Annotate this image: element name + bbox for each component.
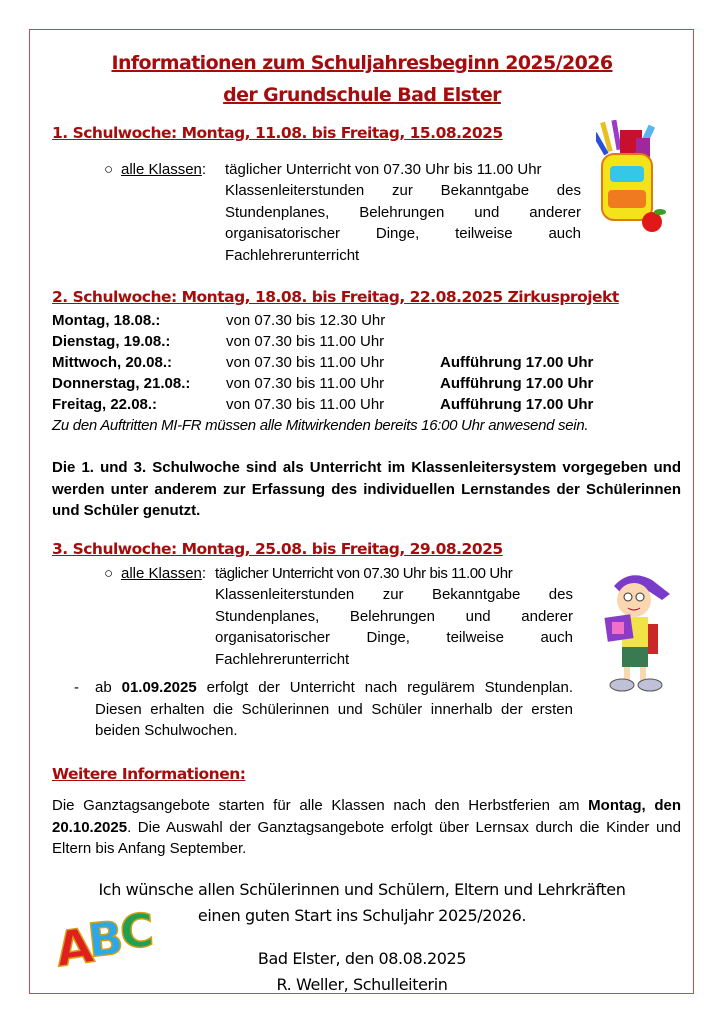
schedule-time: von 07.30 bis 11.00 Uhr <box>226 333 385 350</box>
schedule-row <box>52 354 692 375</box>
week3-line1: täglicher Unterricht von 07.30 Uhr bis 11.00 Uhr <box>215 565 513 582</box>
week1-label: alle Klassen <box>121 161 202 178</box>
schedule-row <box>52 396 692 417</box>
week3-body: Klassenleiterstunden zur Bekanntgabe des Stundenplanes, Belehrungen und anderer organisatorischer Dinge, teilweise auch Fachlehrerunterricht <box>215 586 573 668</box>
abc-illustration <box>52 902 166 979</box>
further-date: Montag, den 20.10.2025 <box>52 797 681 836</box>
schedule-day: Donnerstag, 21.08.: <box>52 375 191 392</box>
further-pre: Die Ganztagsangebote starten für alle Klassen nach den Herbstferien am <box>52 797 589 814</box>
closing-signature: R. Weller, Schulleiterin <box>276 975 448 994</box>
closing-line-2: einen guten Start ins Schuljahr 2025/2026. <box>197 906 527 925</box>
backpack-pocket <box>610 166 644 182</box>
apple-leaf <box>654 209 666 215</box>
backpack-body <box>602 154 652 220</box>
week2-note: Zu den Auftritten MI-FR müssen alle Mitwirkenden bereits 16:00 Uhr anwesend sein. <box>52 417 589 434</box>
week1-bullet: ○ <box>104 161 114 178</box>
schedule-time: von 07.30 bis 11.00 Uhr <box>226 396 385 413</box>
title-line-2: der Grundschule Bad Elster <box>223 84 501 106</box>
schedule-row <box>52 375 692 396</box>
further-paragraph <box>52 795 681 860</box>
week3-label: alle Klassen <box>121 565 202 582</box>
schedule-row <box>52 333 692 354</box>
week2-heading: 2. Schulwoche: Montag, 18.08. bis Freitag, 22.08.2025 Zirkusprojekt <box>52 288 619 306</box>
schedule-day: Freitag, 22.08.: <box>52 396 158 413</box>
schedule-time: von 07.30 bis 11.00 Uhr <box>226 375 385 392</box>
week3-heading: 3. Schulwoche: Montag, 25.08. bis Freitag, 29.08.2025 <box>52 540 503 558</box>
apple <box>642 212 662 232</box>
week3-regular <box>95 677 573 742</box>
letter-c: C <box>118 902 156 960</box>
backpack-front <box>608 190 646 208</box>
week1-label-wrap <box>121 159 206 181</box>
head <box>617 583 651 617</box>
week1-line1: täglicher Unterricht von 07.30 Uhr bis 11.00 Uhr <box>225 161 542 178</box>
boy-reading-illustration <box>600 570 676 696</box>
schedule-performance: Aufführung 17.00 Uhr <box>440 396 594 413</box>
shoe-left <box>610 679 634 691</box>
closing-place-date: Bad Elster, den 08.08.2025 <box>257 949 467 968</box>
schedule-performance: Aufführung 17.00 Uhr <box>440 354 594 371</box>
schedule-time: von 07.30 bis 11.00 Uhr <box>226 354 385 371</box>
summary-paragraph: Die 1. und 3. Schulwoche sind als Unterricht im Klassenleitersystem vorgegeben und werden unter anderem zur Erfassung des individuellen Lernstandes der Schülerinnen und Schüler genutzt. <box>52 459 681 519</box>
week3-bullet: ○ <box>104 565 114 582</box>
title-line-1: Informationen zum Schuljahresbeginn 2025/2026 <box>111 52 613 74</box>
week1-heading: 1. Schulwoche: Montag, 11.08. bis Freitag, 15.08.2025 <box>52 124 503 142</box>
further-post: . Die Auswahl der Ganztagsangebote erfolgt über Lernsax durch die Kinder und Eltern bis Anfang September. <box>52 818 681 857</box>
regular-date: 01.09.2025 <box>121 679 197 696</box>
week3-label-wrap <box>121 563 206 585</box>
backpack-illustration <box>596 120 668 238</box>
schedule-row <box>52 312 692 333</box>
week1-body: Klassenleiterstunden zur Bekanntgabe des Stundenplanes, Belehrungen und anderer organisatorischer Dinge, teilweise auch Fachlehrerunterricht <box>225 182 581 264</box>
regular-pre: ab <box>95 679 112 696</box>
further-heading: Weitere Informationen: <box>52 765 246 783</box>
week1-colon: : <box>201 161 207 178</box>
schedule-day: Montag, 18.08.: <box>52 312 161 329</box>
schedule-day: Dienstag, 19.08.: <box>52 333 171 350</box>
letter-a: A <box>52 917 97 979</box>
schedule-performance: Aufführung 17.00 Uhr <box>440 375 594 392</box>
week3-dash: - <box>74 679 79 696</box>
shorts <box>622 647 648 667</box>
week3-colon: : <box>201 565 207 582</box>
shoe-right <box>638 679 662 691</box>
schedule-time: von 07.30 bis 12.30 Uhr <box>226 312 386 329</box>
school-bag <box>648 624 658 654</box>
closing-line-1: Ich wünsche allen Schülerinnen und Schülern, Eltern und Lehrkräften <box>98 880 626 899</box>
regular-post: erfolgt der Unterricht nach regulärem Stundenplan. Diesen erhalten die Schülerinnen und Schüler innerhalb der ersten beiden Schulwochen. <box>95 679 574 739</box>
letter-b: B <box>85 910 126 968</box>
schedule-day: Mittwoch, 20.08.: <box>52 354 173 371</box>
